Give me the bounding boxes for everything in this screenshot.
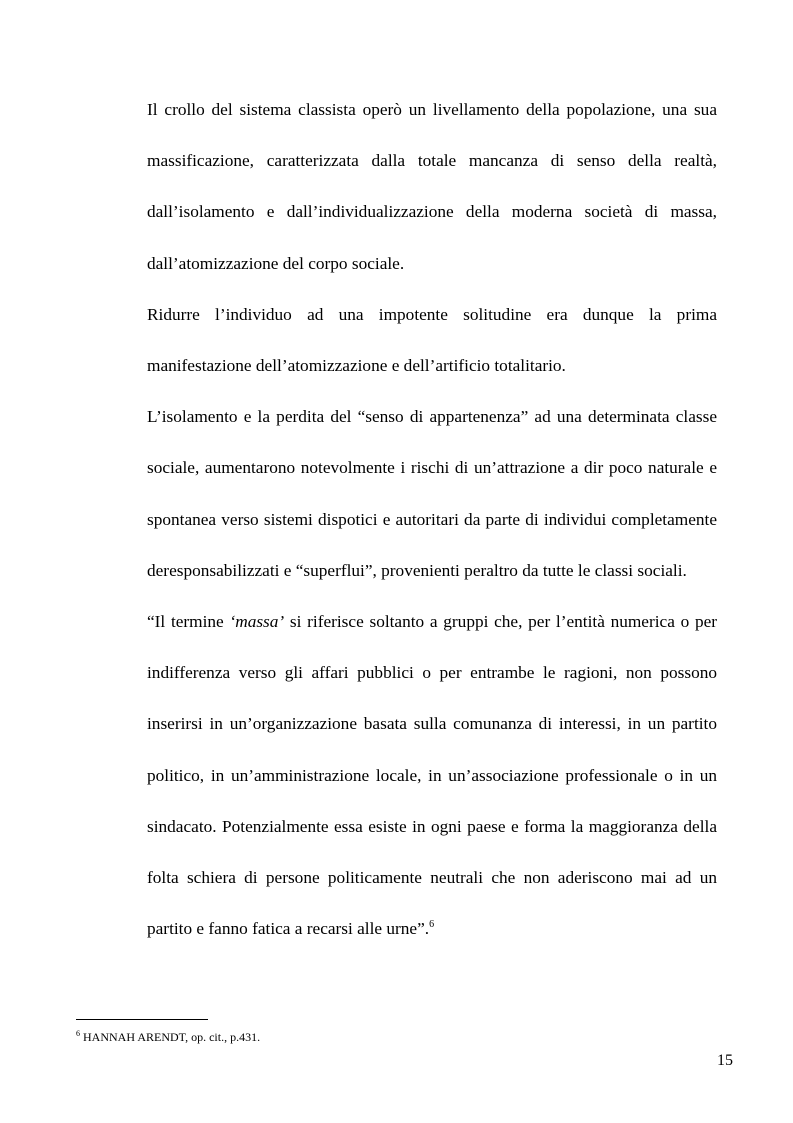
paragraph-3: L’isolamento e la perdita del “senso di appartenenza” ad una determinata classe sociale, aumentarono notevolmente i rischi di un’attrazione a dir poco naturale e spontanea verso sistemi dispotici e autoritari da parte di individui completamente deresponsabilizzati e “superflui”, provenienti peraltro da tutte le classi sociali. — [147, 407, 717, 580]
footnote-separator — [76, 1019, 208, 1020]
paragraph-2: Ridurre l’individuo ad una impotente solitudine era dunque la prima manifestazione dell’atomizzazione e dell’artificio totalitario. — [147, 304, 717, 376]
paragraph-1: Il crollo del sistema classista operò un livellamento della popolazione, una sua massificazione, caratterizzata dalla totale mancanza di senso della realtà, dall’isolamento e dall’individualizzazione della moderna società di massa, dall’atomizzazione del corpo sociale. — [147, 100, 717, 273]
footnote-text: HANNAH ARENDT, op. cit., p.431. — [80, 1030, 261, 1044]
footnote-number: 6 — [76, 1029, 80, 1038]
page-number: 15 — [717, 1052, 733, 1069]
body-text — [147, 84, 717, 954]
quote-paragraph — [147, 596, 717, 954]
quote-italic-term: ‘massa’ — [229, 612, 285, 632]
quote-text-start: “Il termine — [147, 612, 230, 632]
quote-text-rest: si riferisce soltanto a gruppi che, per l’entità numerica o per indifferenza verso gli affari pubblici o per entrambe le ragioni, non possono inserirsi in un’organizzazione basata sulla comunanza di interessi, in un partito politico, in un’amministrazione locale, in un’associazione professionale o in un sindacato. Potenzialmente essa esiste in ogni paese e forma la maggioranza della folta schiera di persone politicamente neutrali che non aderiscono mai ad un partito e fanno fatica a recarsi alle urne”. — [147, 612, 718, 939]
footnote-reference[interactable]: 6 — [429, 919, 435, 931]
footnote — [76, 1030, 716, 1044]
